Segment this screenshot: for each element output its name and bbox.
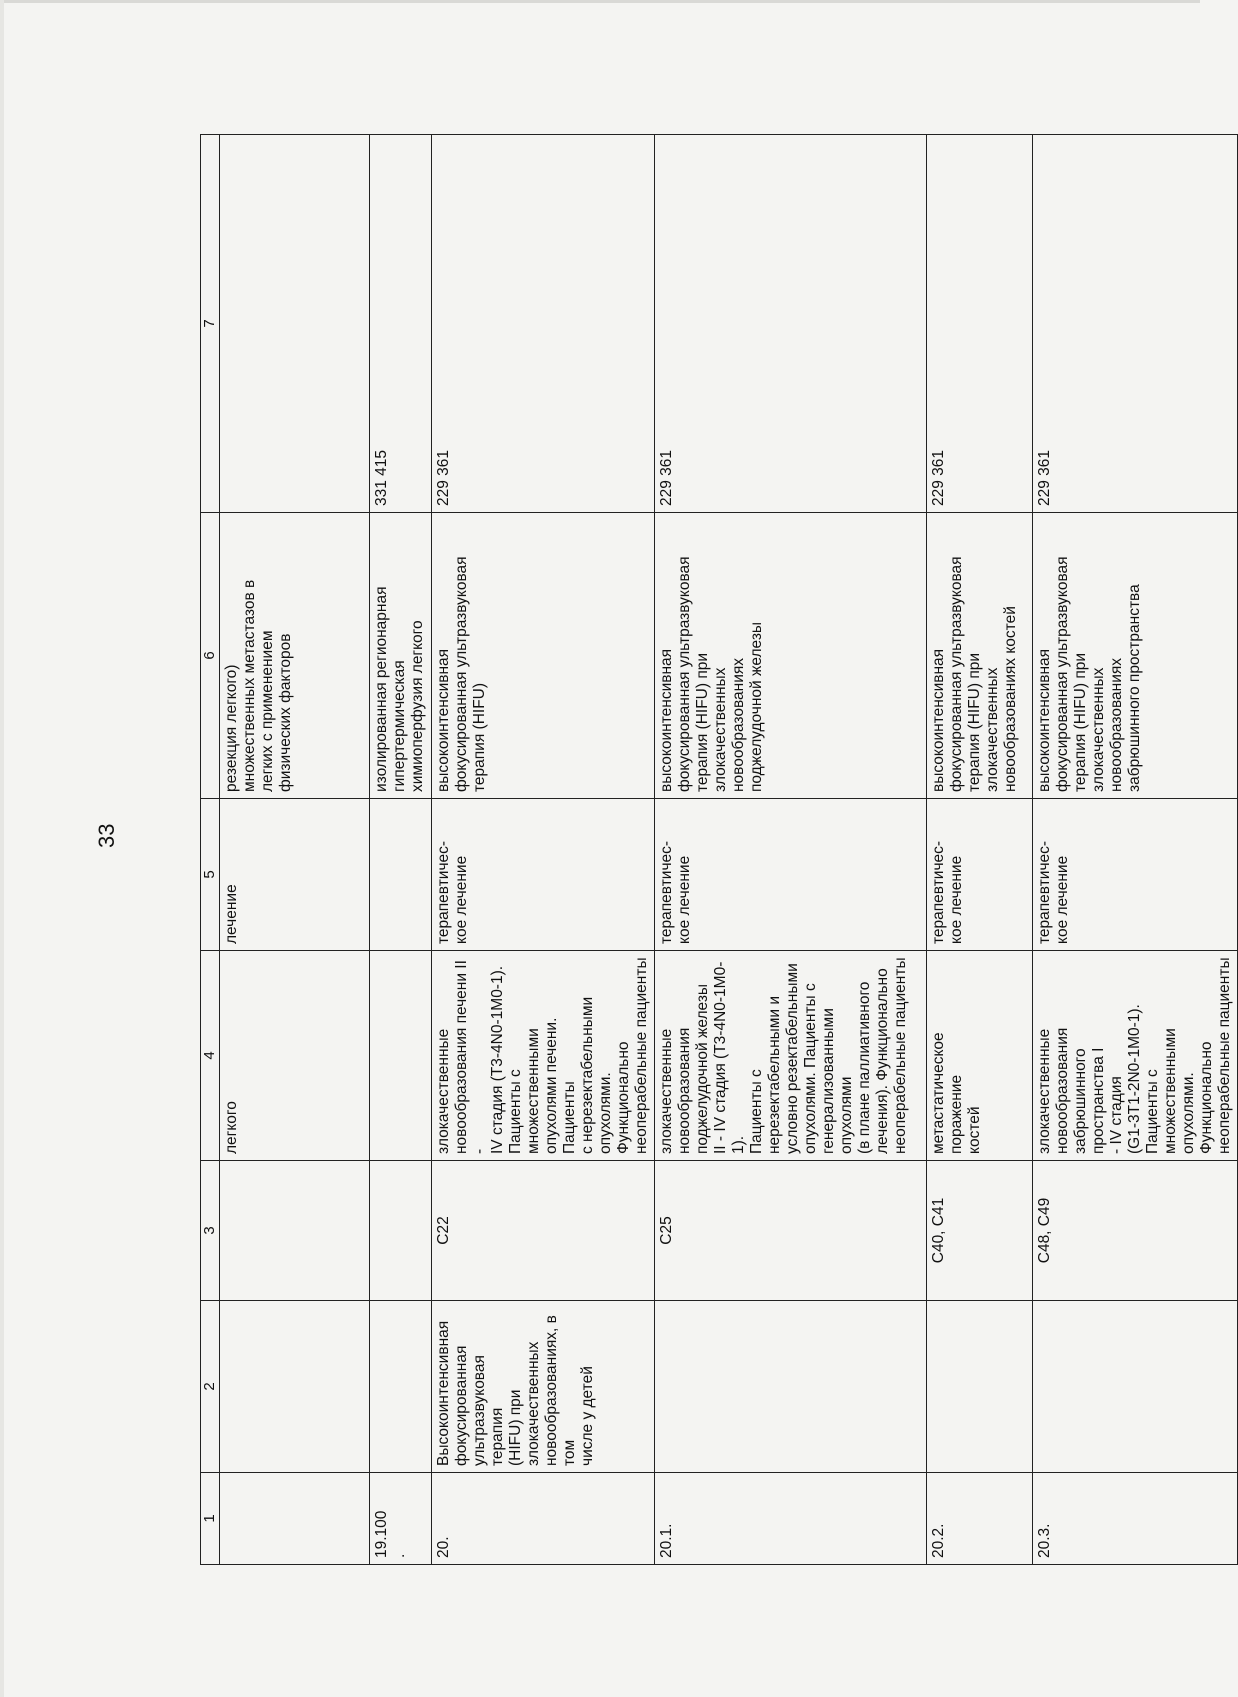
table-row bbox=[927, 135, 1033, 1565]
cost-cell: 331 415 bbox=[370, 135, 432, 513]
column-number: 3 bbox=[201, 1161, 220, 1301]
table-row bbox=[220, 135, 370, 1565]
patient-model-cell bbox=[370, 951, 432, 1161]
patient-model-cell: метастатическое поражение костей bbox=[927, 951, 1033, 1161]
service-name-cell bbox=[655, 1301, 927, 1473]
treatment-type-cell bbox=[370, 799, 432, 951]
patient-model-cell: злокачественные новообразования печени II - IV стадия (T3-4N0-1M0-1). Пациенты с множественными опухолями печени. Пациенты с нерезектабельными опухолями. Функционально неоперабельные пациенты bbox=[432, 951, 655, 1161]
table-row bbox=[370, 135, 432, 1565]
treatment-type-cell: терапевтичес- кое лечение bbox=[1033, 799, 1238, 951]
icd-code-cell: C40, C41 bbox=[927, 1161, 1033, 1301]
column-number: 6 bbox=[201, 513, 220, 799]
treatment-type-cell: лечение bbox=[220, 799, 370, 951]
cost-cell: 229 361 bbox=[655, 135, 927, 513]
table-row bbox=[1033, 135, 1238, 1565]
treatment-type-cell: терапевтичес- кое лечение bbox=[655, 799, 927, 951]
treatment-method-cell: изолированная регионарная гипертермическая химиоперфузия легкого bbox=[370, 513, 432, 799]
column-number: 4 bbox=[201, 951, 220, 1161]
scan-edge-top bbox=[0, 0, 1200, 3]
row-number-cell: 20.1. bbox=[655, 1473, 927, 1565]
treatment-method-cell: высокоинтенсивная фокусированная ультразвуковая терапия (HIFU) при злокачественных новообразованиях костей bbox=[927, 513, 1033, 799]
treatment-method-cell: высокоинтенсивная фокусированная ультразвуковая терапия (HIFU) при злокачественных новообразованиях забрюшинного пространства bbox=[1033, 513, 1238, 799]
service-name-cell bbox=[1033, 1301, 1238, 1473]
treatment-method-cell: высокоинтенсивная фокусированная ультразвуковая терапия (HIFU) при злокачественных новообразованиях поджелудочной железы bbox=[655, 513, 927, 799]
cost-cell: 229 361 bbox=[432, 135, 655, 513]
column-number: 2 bbox=[201, 1301, 220, 1473]
row-number-cell: 20.3. bbox=[1033, 1473, 1238, 1565]
column-number: 7 bbox=[201, 135, 220, 513]
patient-model-cell: злокачественные новообразования поджелудочной железы II - IV стадия (T3-4N0-1M0-1). Пациенты с нерезектабельными и условно резектабельными опухолями. Пациенты с генерализованными опухолями (в плане паллиативного лечения). Функционально неоперабельные пациенты bbox=[655, 951, 927, 1161]
table-row bbox=[655, 135, 927, 1565]
patient-model-cell: злокачественные новообразования забрюшинного пространства I - IV стадия (G1-3T1-2N0-1M0-1). Пациенты с множественными опухолями. Функционально неоперабельные пациенты bbox=[1033, 951, 1238, 1161]
icd-code-cell: C22 bbox=[432, 1161, 655, 1301]
row-number-cell bbox=[220, 1473, 370, 1565]
treatment-method-cell: резекция легкого) множественных метастазов в легких с применением физических факторов bbox=[220, 513, 370, 799]
row-number-cell: 19.100 . bbox=[370, 1473, 432, 1565]
icd-code-cell bbox=[370, 1161, 432, 1301]
treatment-method-cell: высокоинтенсивная фокусированная ультразвуковая терапия (HIFU) bbox=[432, 513, 655, 799]
cost-cell: 229 361 bbox=[927, 135, 1033, 513]
scan-edge-left bbox=[0, 0, 4, 1697]
row-number-cell: 20.2. bbox=[927, 1473, 1033, 1565]
icd-code-cell: C25 bbox=[655, 1161, 927, 1301]
service-name-cell: Высокоинтенсивная фокусированная ультразвуковая терапия (HIFU) при злокачественных новообразованиях, в том числе у детей bbox=[432, 1301, 655, 1473]
table-row bbox=[432, 135, 655, 1565]
cost-cell: 229 361 bbox=[1033, 135, 1238, 513]
service-name-cell bbox=[370, 1301, 432, 1473]
icd-code-cell bbox=[220, 1161, 370, 1301]
treatment-type-cell: терапевтичес- кое лечение bbox=[927, 799, 1033, 951]
icd-code-cell: C48, C49 bbox=[1033, 1161, 1238, 1301]
rotated-table-container bbox=[200, 135, 1233, 1565]
column-number: 1 bbox=[201, 1473, 220, 1565]
column-number-row bbox=[201, 135, 220, 1565]
column-number: 5 bbox=[201, 799, 220, 951]
page-number: 33 bbox=[94, 823, 119, 848]
treatment-type-cell: терапевтичес- кое лечение bbox=[432, 799, 655, 951]
cost-cell bbox=[220, 135, 370, 513]
patient-model-cell: легкого bbox=[220, 951, 370, 1161]
service-name-cell bbox=[220, 1301, 370, 1473]
treatment-table bbox=[200, 134, 1238, 1565]
service-name-cell bbox=[927, 1301, 1033, 1473]
row-number-cell: 20. bbox=[432, 1473, 655, 1565]
